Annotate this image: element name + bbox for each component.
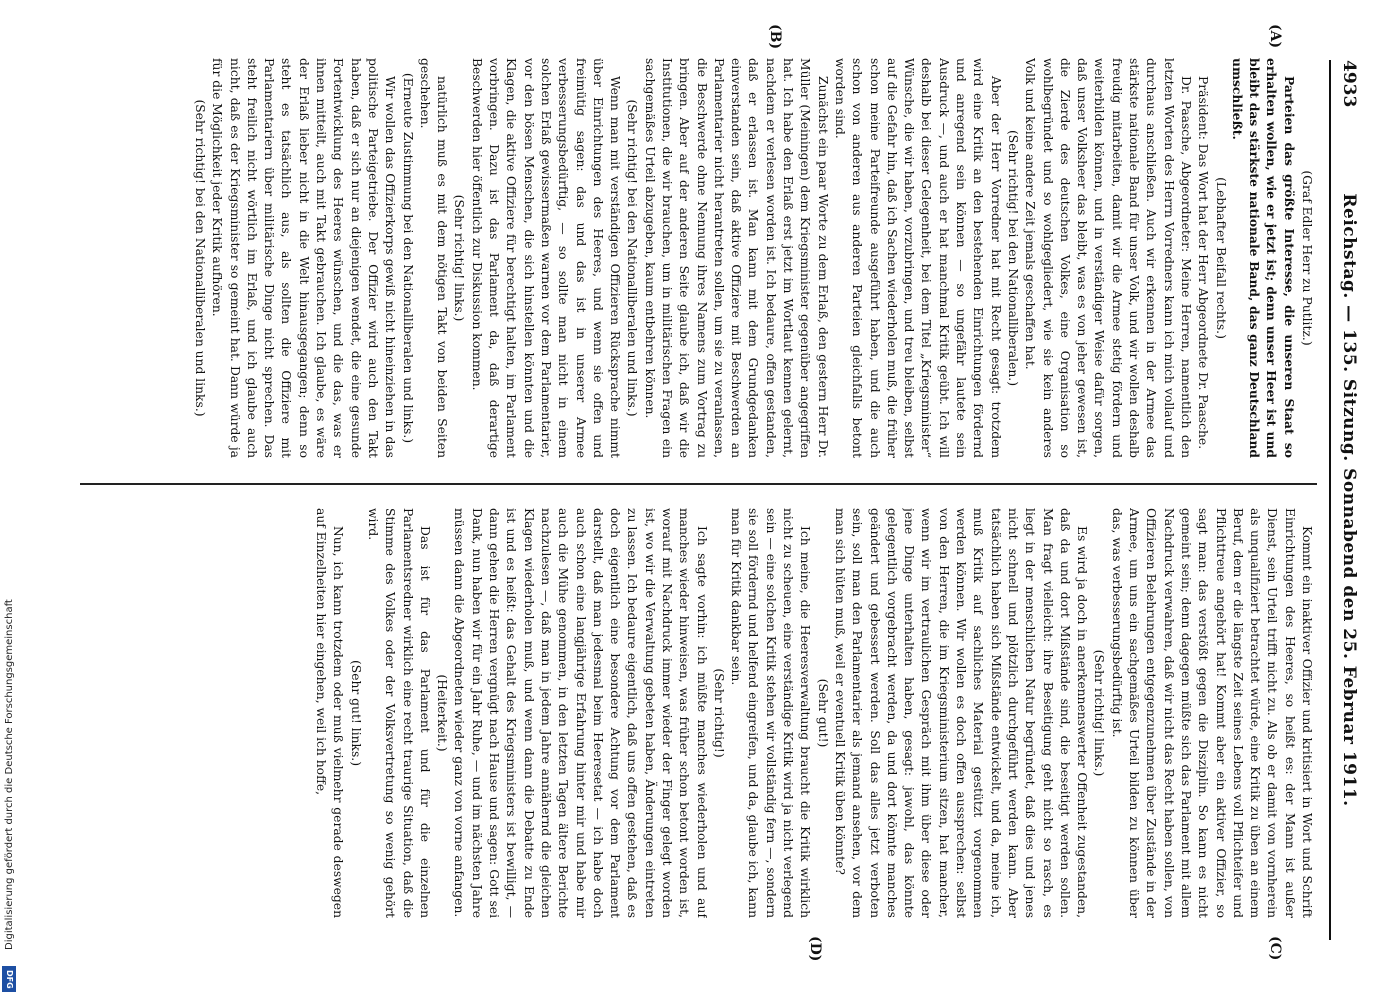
paragraph: (Sehr richtig! links.)	[452, 194, 467, 322]
text-column-right	[90, 508, 1315, 918]
paragraph: Aber der Herr Vorredner hat mit Recht gesagt: trotzdem wird eine Kritik an den bestehenden Einrichtungen fördernd und anregend sein können — so ungefähr lautete sein Ausdruck —, und auch er hat manchmal Kritik geübt. Ich will deshalb bei dieser Gelegenheit, bei dem Titel „Kriegsminister“ Wünsche, die wir haben, vorzubringen, und treu bleiben, selbst auf die Gefahr hin, daß ich Sachen wiederholen muß, die früher schon meine Parteifreunde ausgeführt haben, und die auch schon von anderen aus anderen Parteien gleichfalls betont worden sind.	[832, 58, 1003, 458]
paragraph: (Sehr gut! links.)	[348, 659, 363, 767]
paragraph: (Sehr richtig! links.)	[1092, 649, 1107, 777]
paragraph: Zunächst ein paar Worte zu dem Erlaß, den gestern Herr Dr. Müller (Meiningen) dem Kriegsminister gegenüber angegriffen hat. Ich habe den Erlaß erst jetzt im Wortlaut kennen gelernt, nachdem er verlesen worden ist. Ich bedaure, offen gestanden, daß er erlassen ist. Man kann mit dem Grundgedanken einverstanden sein, daß aktive Offiziere mit Beschwerden an Parlamentarier nicht herantreten sollen, um sie zu veranlassen, die Beschwerde ohne Nennung ihres Namens zum Vortrag zu bringen. Aber auf der anderen Seite glaube ich, daß wir die Institutionen, die wir brauchen, um in militärischen Fragen ein sachgemäßes Urteil abzugeben, kaum entbehren können.	[642, 58, 830, 458]
margin-mark-a: (A)	[1267, 24, 1283, 49]
paragraph: Ich sagte vorhin: ich müßte manches wiederholen und auf manches wieder hinweisen, was früher schon betont worden ist, worauf mit Nachdruck immer wieder der Finger gelegt worden ist, wo wir die Verwaltung gebeten haben, Änderungen eintreten zu lassen. Ich bedaure eigentlich, daß uns offen gestehen, daß es doch eigentlich eine besondere Achtung vor dem Parlament darstellt, daß man jedesmal beim Heeresetat — ich habe doch auch schon eine langjährige Erfahrung hinter mir und habe mir auch die Mühe genommen, in den letzten Tagen ältere Berichte nachzulesen —, daß man in jedem Jahre annähernd die gleichen Klagen wiederholen muß, und wenn dann die Debatte zu Ende ist und es heißt: das Gehalt des Kriegsministers ist bewilligt, — dann gehen die Herren vergnügt nach Hause und sagen: Gott sei Dank, nun haben wir für ein Jahr Ruhe, — und im nächsten Jahre müssen dann die Abgeordneten wieder ganz von vorne anfangen.	[452, 508, 709, 918]
paragraph: natürlich muß es mit dem nötigen Takt von beiden Seiten geschehen.	[417, 58, 450, 458]
margin-mark-c: (C)	[1267, 936, 1283, 961]
dfg-logo: DFG	[2, 966, 16, 992]
running-title: Reichstag. — 135. Sitzung. Sonnabend den 25. Februar 1911.	[1339, 193, 1359, 807]
running-header	[1329, 60, 1365, 940]
page-number: 4933	[1339, 60, 1359, 108]
paragraph: Ich meine, die Heeresverwaltung braucht die Kritik wirklich nicht zu scheuen, eine verständige Kritik wird ja nicht verlegend sein — eine solchen Kritik stehen wir vollständig fern —, sondern sie soll fördernd und helfend eingreifen, und da, glaube ich, kann man für Kritik dankbar sein.	[729, 508, 813, 918]
paragraph: Wir wollen das Offizierkorps gewiß nicht hineinziehen in das politische Parteigetriebe. Der Offizier wird auch den Takt haben, daß er sich nur an diejenigen wendet, die eine gesunde Fortentwicklung des Heeres wünschen, und die das, was er ihnen mitteilt, auch mit Takt gebrauchen. Ich glaube, es wäre der Erlaß lieber nicht in die Welt hinausgegangen; denn so steht es tatsächlich aus, als sollten die Offiziere mit Parlamentariern über militärische Dinge nicht sprechen. Das steht freilich nicht wörtlich im Erlaß, und ich glaube auch nicht, daß es der Kriegsminister so gemeint hat. Dann würde ja für die Möglichkeit jeder Kritik aufhören.	[210, 58, 398, 458]
paragraph: Dr. Paasche, Abgeordneter: Meine Herren, namentlich den letzten Worten des Herrn Vorredners kann ich mich vollauf und durchaus anschließen. Auch wir erkennen in der Armee das stärkste nationale Band für unser Volk, und wir wollen deshalb freudig mitarbeiten, damit wir die Armee stetig fördern und weiterbilden können, und in verständiger Weise dafür sorgen, daß unser Volksheer das bleibt, was es von jeher gewesen ist, die Zierde des deutschen Volkes, eine Organisation so wohlbegründet und so wohlgegliedert, wie sie kein anderes Volk und keine andere Zeit jemals geschaffen hat.	[1023, 58, 1193, 458]
paragraph: (Sehr richtig! bei den Nationalliberalen.)	[1005, 129, 1020, 386]
text-column-left	[90, 58, 1315, 458]
paragraph: Das ist für das Parlament und für die einzelnen Parlamentsredner wirklich eine recht traurige Situation, daß die Stimme des Volkes oder der Volksvertretung so wenig gehört wird.	[365, 508, 432, 918]
paragraph: (Erneute Zustimmung bei den Nationalliberalen und links.)	[400, 72, 415, 444]
paragraph: Nun, ich kann trotzdem oder muß vielmehr gerade deswegen auf Einzelheiten hier eingehen, weil ich hoffe,	[314, 508, 346, 918]
margin-mark-b: (B)	[767, 24, 783, 50]
digitization-strip	[0, 0, 20, 1000]
column-divider	[80, 483, 1317, 485]
paragraph: (Graf Edler Herr zu Putlitz.)	[1300, 170, 1314, 346]
digitization-credit: Digitalisierung gefördert durch die Deutsche Forschungsgemeinschaft	[4, 599, 15, 950]
paragraph: Es wird ja doch in anerkennenswerter Offenheit zugestanden, daß da und dort Mißstände sind, die beseitigt werden sollen. Man fragt vielleicht: ihre Beseitigung geht nicht so rasch, es liegt in der menschlichen Natur begründet, daß dies und jenes nicht schnell und plötzlich durchgeführt werden kann. Aber tatsächlich haben sich Mißstände entwickelt, und da, meine ich, muß Kritik auf sachliches Material gestützt vorgenommen werden können. Wir wollen es doch offen aussprechen: selbst von den Herren, die im Kriegsministerium sitzen, hat mancher, wenn wir im vertraulichen Gespräch mit ihm über diese oder jene Dinge unterhalten haben, gesagt: jawohl, das könnte gelegentlich vorgebracht werden, da und dort könnte manches geändert und gebessert werden. Soll das alles jetzt verboten sein, soll man den Parlamentarier als jemand ansehen, vor dem man sich hüten muß, weil er eventuell Kritik üben könnte?	[832, 508, 1090, 918]
margin-mark-d: (D)	[807, 936, 823, 962]
paragraph: Präsident: Das Wort hat der Herr Abgeordnete Dr. Paasche.	[1196, 76, 1211, 450]
paragraph: Parteien das größte Interesse, die unseren Staat so erhalten wollen, wie er jetzt ist; denn unser Heer ist und bleibt das stärkste nationale Band, das ganz Deutschland umschließt.	[1229, 58, 1297, 458]
paragraph: (Sehr richtig! bei den Nationalliberalen und links.)	[193, 99, 207, 417]
paragraph: (Sehr richtig!)	[711, 668, 726, 758]
paragraph: Wenn man mit verständigen Offizieren Rücksprache nimmt über Einrichtungen des Heeres, und wenn sie offen und freimütig sagen: das und das ist in unserer Armee verbesserungsbedürftig, — so sollte man nicht in einem solchen Erlaß gewissermaßen warnen vor dem Parlamentarier, vor den bösen Menschen, die sich hinstellen könnten und die Klagen, die aktive Offiziere für berechtigt halten, im Parlament vorbringen. Dazu ist das Parlament da, daß derartige Beschwerden hier öffentlich zur Diskussion kommen.	[469, 58, 623, 458]
paragraph: (Lebhafter Beifall rechts.)	[1213, 177, 1228, 339]
paragraph: (Heiterkeit.)	[435, 674, 450, 752]
paragraph: (Sehr richtig! bei den Nationalliberalen und links.)	[625, 99, 640, 417]
paragraph: Kommt ein inaktiver Offizier und kritisiert in Wort und Schrift Einrichtungen des Heeres, so heißt es: der Mann ist außer Dienst, sein Urteil trifft nicht zu. Als ob er damit von vornherein als unqualifiziert betrachtet würde, eine Kritik zu üben an einem Beruf, dem er die längste Zeit seines Lebens voll Pflichteifer und Pflichttreue angehört hat! Kommt aber ein aktiver Offizier, so sagt man: das verstößt gegen die Disziplin. So kann es nicht gemeint sein; denn dagegen müßte sich das Parlament mit allem Nachdruck verwahren, daß wir nicht das Recht haben sollen, von Offizieren Belehrungen entgegenzunehmen über Zustände in der Armee, um uns ein sachgemäßes Urteil bilden zu können über das, was verbesserungsbedürftig ist.	[1109, 508, 1314, 918]
paragraph: (Sehr gut!)	[815, 678, 830, 748]
